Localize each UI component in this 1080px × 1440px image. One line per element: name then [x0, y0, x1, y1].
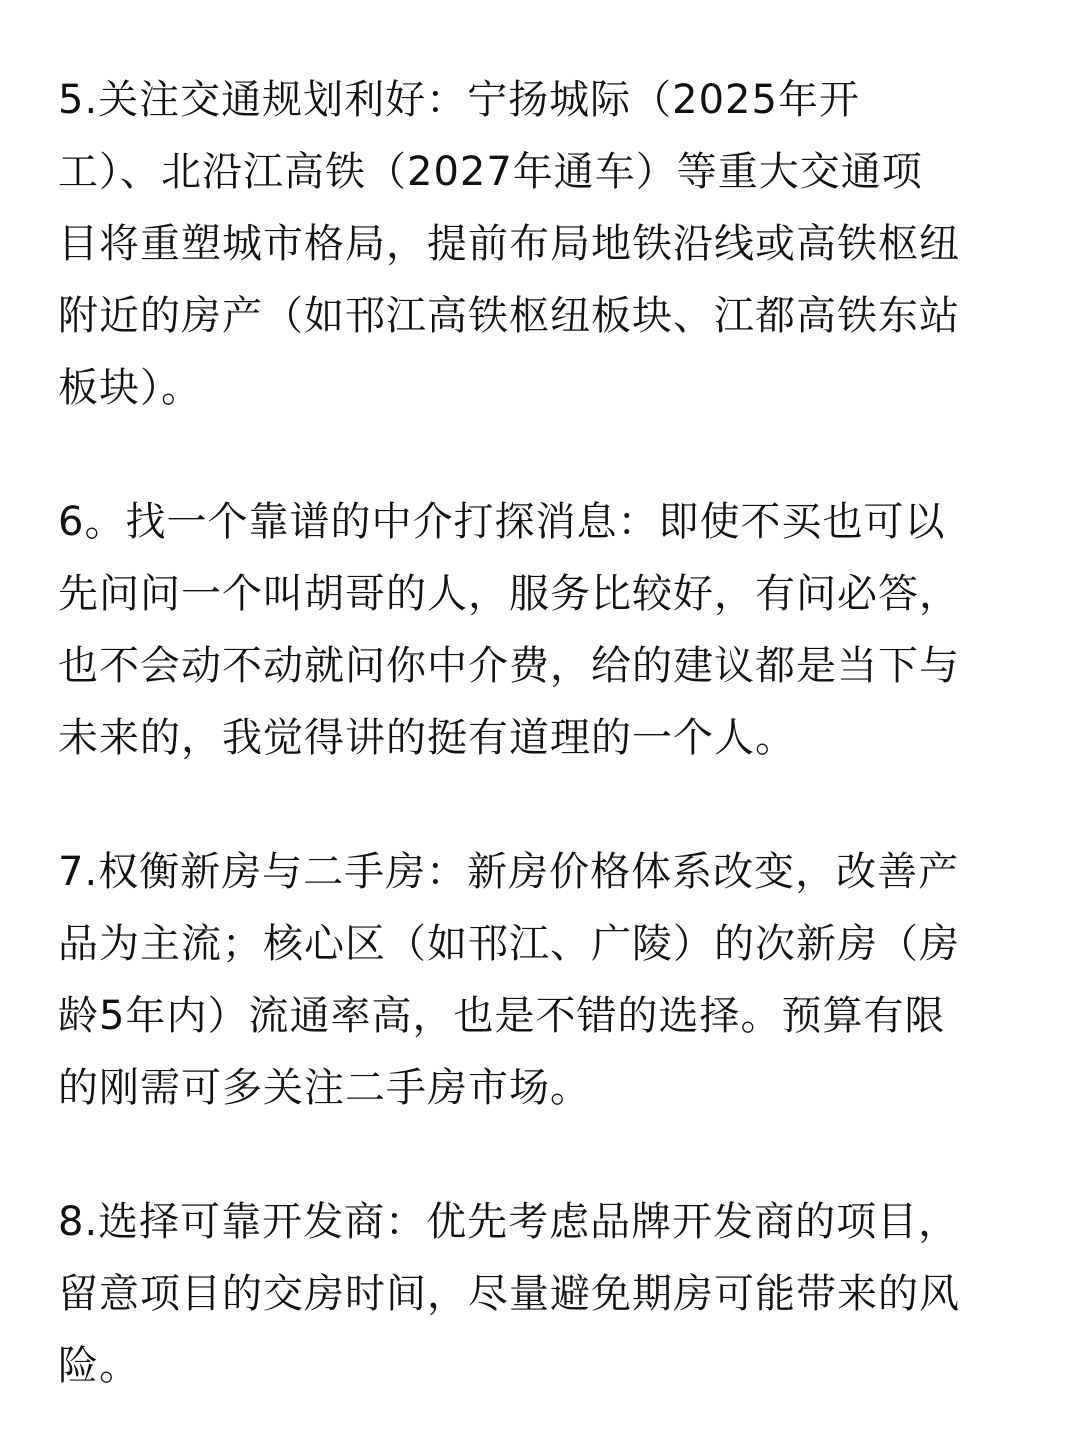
paragraph-line: 留意项目的交房时间，尽量避免期房可能带来的风 — [58, 1271, 960, 1317]
paragraph-line: 5.关注交通规划利好：宁扬城际（2025年开 — [58, 77, 860, 123]
paragraph-line: 工）、北沿江高铁（2027年通车）等重大交通项 — [58, 149, 923, 195]
tip-6-paragraph — [58, 486, 1028, 774]
tip-7-paragraph — [58, 836, 1028, 1124]
tip-8-paragraph — [58, 1186, 1028, 1402]
paragraph-line: 附近的房产（如邗江高铁枢纽板块、江都高铁东站 — [58, 293, 960, 339]
paragraph-line: 品为主流；核心区（如邗江、广陵）的次新房（房 — [58, 921, 960, 967]
paragraph-line: 的刚需可多关注二手房市场。 — [58, 1065, 591, 1111]
paragraph-line: 先问问一个叫胡哥的人，服务比较好，有问必答， — [58, 571, 960, 617]
paragraph-line: 7.权衡新房与二手房：新房价格体系改变，改善产 — [58, 849, 960, 895]
tip-5-paragraph — [58, 64, 1028, 424]
paragraph-line: 8.选择可靠开发商：优先考虑品牌开发商的项目， — [58, 1199, 960, 1245]
paragraph-line: 未来的，我觉得讲的挺有道理的一个人。 — [58, 715, 796, 761]
paragraph-line: 板块）。 — [58, 365, 202, 411]
paragraph-line: 6。找一个靠谱的中介打探消息：即使不买也可以 — [58, 499, 946, 545]
paragraph-line: 目将重塑城市格局，提前布局地铁沿线或高铁枢纽 — [58, 221, 960, 267]
paragraph-line: 也不会动不动就问你中介费，给的建议都是当下与 — [58, 643, 960, 689]
paragraph-line: 险。 — [58, 1343, 140, 1389]
paragraph-line: 龄5年内）流通率高，也是不错的选择。预算有限 — [58, 993, 946, 1039]
